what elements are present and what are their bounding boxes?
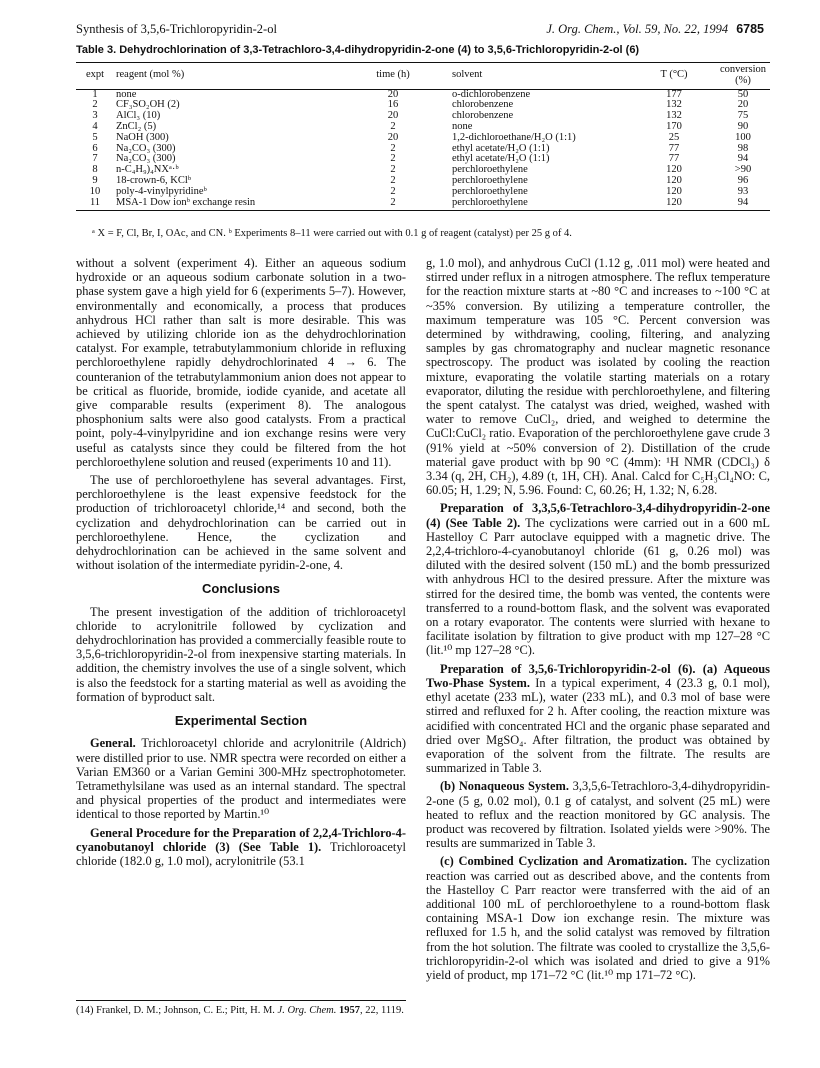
table-cell: chlorobenzene bbox=[452, 110, 514, 122]
table-cell: 11 bbox=[76, 198, 114, 211]
table-cell: 132 bbox=[666, 99, 682, 111]
conclusions-heading: Conclusions bbox=[201, 581, 280, 597]
table-cell: 6 bbox=[92, 142, 98, 154]
table-cell: ethyl acetate/H₂O (1:1) bbox=[452, 142, 550, 154]
table-cell: perchloroethylene bbox=[452, 185, 528, 197]
table-cell: NaOH (300) bbox=[116, 131, 169, 143]
data-table bbox=[76, 62, 770, 211]
table-cell: 2 bbox=[390, 174, 396, 186]
table-cell: 132 bbox=[666, 110, 682, 122]
table-header-row bbox=[76, 63, 770, 90]
paragraph bbox=[76, 826, 406, 869]
table-cell: 2 bbox=[390, 164, 396, 176]
table-cell: 120 bbox=[666, 174, 682, 186]
column-header: conversion (%) bbox=[716, 63, 770, 90]
table-cell: 9 bbox=[92, 174, 98, 186]
table-cell: 16 bbox=[387, 99, 399, 111]
table-cell: 20 bbox=[387, 131, 399, 143]
table-cell: 20 bbox=[737, 99, 749, 111]
table-cell: 93 bbox=[737, 185, 749, 197]
table-cell: none bbox=[116, 88, 137, 100]
table-cell: 25 bbox=[668, 131, 680, 143]
table-cell: perchloroethylene bbox=[450, 198, 632, 211]
left-column bbox=[76, 256, 406, 872]
table-cell: CF₃SO₂OH (2) bbox=[116, 99, 180, 111]
table-cell: 2 bbox=[336, 198, 450, 211]
table-cell: ethyl acetate/H₂O (1:1) bbox=[452, 153, 550, 165]
table-body bbox=[76, 89, 770, 211]
paragraph-text: Trichloroacetyl chloride and acrylonitrile (Aldrich) were distilled prior to use. NMR spectra were recorded on either a Varian EM360 or a Varian Gemini 300-MHz spectrophotometer. Tetramethylsilane was used as an internal standard. The spectral and physical properties of the product and intermediates were identical to those reported by Martin.¹⁰ bbox=[76, 736, 406, 822]
running-head bbox=[76, 22, 764, 40]
table-cell: 4 bbox=[92, 120, 98, 132]
table-cell: 18-crown-6, KClᵇ bbox=[116, 174, 191, 186]
table-row bbox=[76, 133, 770, 144]
page-number: 6785 bbox=[736, 22, 764, 36]
table-cell: 3 bbox=[92, 110, 98, 122]
table-cell: 77 bbox=[668, 142, 680, 154]
paragraph bbox=[426, 779, 770, 850]
running-head-journal bbox=[546, 22, 764, 37]
column-header: expt bbox=[76, 63, 114, 90]
table-cell: ZnCl₂ (5) bbox=[116, 120, 157, 132]
table-footnote: ᵃ X = F, Cl, Br, I, OAc, and CN. ᵇ Experiments 8–11 were carried out with 0.1 g of reagent (catalyst) per 25 g of 4. bbox=[92, 228, 572, 239]
column-header: solvent bbox=[450, 63, 632, 90]
table-cell: n-C₄H₉)₄NXᵃ·ᵇ bbox=[116, 164, 179, 176]
paragraph: without a solvent (experiment 4). Either an aqueous sodium hydroxide or an aqueous sodium carbonate solution in a two-phase system gave a high yield for 6 (experiments 5–7). However, environmentally and economically, a process that produces anhydrous HCl rather than salt is more desirable. This was achieved by utilizing chloride ion as the dehydrochlorination catalyst. For example, tetrabutylammonium chloride in refluxing perchloroethylene rapidly dehydrochlorinated 4 → 6. The counteranion of the tetrabutylammonium anion does not appear to be critical as fluoride, bromide, iodide cyanide, and acetate all give comparable results (experiment 8). The analogous phosphonium salts were also good catalysts. From a practical point, poly-4-vinylpyridine and ion exchange resins were very useful as catalysts since they could be filtered from the hot perchloroethylene solution and reused (experiments 10 and 11). bbox=[76, 256, 406, 469]
table-cell: AlCl₃ (10) bbox=[116, 110, 161, 122]
table-row bbox=[76, 122, 770, 133]
table-caption: Table 3. Dehydrochlorination of 3,3-Tetrachloro-3,4-dihydropyridin-2-one (4) to 3,5,6-Trichloropyridin-2-ol (6) bbox=[76, 44, 640, 56]
table-cell: 7 bbox=[92, 153, 98, 165]
column-header: reagent (mol %) bbox=[114, 63, 336, 90]
runin-heading: (c) Combined Cyclization and Aromatization. bbox=[440, 854, 688, 869]
table-cell: Na₂CO₃ (300) bbox=[116, 153, 176, 165]
table-cell: Na₂CO₃ (300) bbox=[116, 142, 176, 154]
column-header: time (h) bbox=[336, 63, 450, 90]
table-row bbox=[76, 187, 770, 198]
table-cell: 120 bbox=[632, 198, 716, 211]
runin-heading: General. bbox=[90, 736, 136, 751]
table-cell: 2 bbox=[390, 142, 396, 154]
table-cell: 2 bbox=[390, 153, 396, 165]
table-cell: MSA-1 Dow ionᵇ exchange resin bbox=[114, 198, 336, 211]
table-cell: 20 bbox=[387, 88, 399, 100]
table-cell: none bbox=[452, 120, 473, 132]
footnote-year: 1957 bbox=[336, 1005, 360, 1016]
table-cell: 2 bbox=[92, 99, 98, 111]
table-cell: >90 bbox=[734, 164, 752, 176]
table-cell: perchloroethylene bbox=[452, 174, 528, 186]
table-cell: poly-4-vinylpyridineᵇ bbox=[116, 185, 207, 197]
table-cell: 94 bbox=[716, 198, 770, 211]
running-head-title: Synthesis of 3,5,6-Trichloropyridin-2-ol bbox=[76, 22, 277, 36]
table-cell: chlorobenzene bbox=[452, 99, 514, 111]
table-cell: 5 bbox=[92, 131, 98, 143]
paragraph-text: The cyclizations were carried out in a 600 mL Hastelloy C Parr autoclave equipped with a magnetic drive. The 2,2,4-trichloro-4-cyanobutanoyl chloride (61 g, 0.26 mol) was diluted with the desired solvent (150 mL) and the bomb pressurized with anhydrous HCl to the desired pressure. After the mixture was stirred for the desired time, the bomb was vented, the contents were transferred to a round-bottom flask, and the solvent was evaporated on a rotary evaporator. The contents were slurried with hexane to facilitate isolation by filtration to give product with mp 127–28 °C (lit.¹⁰ mp 127–28 °C). bbox=[426, 515, 770, 658]
table-cell: 120 bbox=[666, 164, 682, 176]
paragraph bbox=[426, 854, 770, 982]
runin-heading: (b) Nonaqueous System. bbox=[440, 779, 569, 794]
paragraph-text: The cyclization reaction was carried out as described above, and the contents from the Hastelloy C Parr reactor were transferred with the aid of an additional 100 mL of perchloroethylene to a round-bottom flask containing MSA-1 Dow ion exchange resin. The mixture was refluxed for 1.5 h, and the solid catalyst was removed by filtration from the hot solution. The filtrate was cooled to crystallize the 3,5,6-trichloropyridin-2-ol which was isolated and dried to give a 91% yield of product, mp 171–72 °C (lit.¹⁰ mp 171–72 °C). bbox=[426, 854, 770, 982]
paragraph: g, 1.0 mol), and anhydrous CuCl (1.12 g, .011 mol) were heated and stirred under reflux in a nitrogen atmosphere. The reflux temperature for the reaction mixture starts at ~80 °C and increases to ~100 °C at ~35% conversion. By utilizing a temperature controller, the maximum temperature was 105 °C. Percent conversion was determined by withdrawing, cooling, filtering, and analyzing samples by gas chromatography and nuclear magnetic resonance spectroscopy. The product was isolated by cooling the reaction mixture, evaporating the volatile starting materials on a rotary evaporator, diluting the residue with perchloroethylene, and filtering the spent catalyst. The catalyst was dried, weighed, washed with water to remove CuCl₂, dried, and weighed to determine the CuCl:CuCl₂ ratio. Evaporation of the perchloroethylene gave crude 3 (91% yield at ~50% conversion of 2). Distillation of the crude material gave product with bp 90 °C (4mm): ¹H NMR (CDCl₃) δ 3.34 (q, 2H, CH₂), 4.89 (t, 1H, CH). Anal. Calcd for C₅H₃Cl₄NO: C, 60.05; H, 1.29; N, 5.96. Found: C, 60.26; H, 1.32; N, 6.28. bbox=[426, 256, 770, 498]
table-cell: 170 bbox=[666, 120, 682, 132]
table-cell: 77 bbox=[668, 153, 680, 165]
paragraph bbox=[426, 662, 770, 776]
table-cell: 96 bbox=[737, 174, 749, 186]
experimental-heading: Experimental Section bbox=[174, 713, 308, 729]
table-cell: 50 bbox=[737, 88, 749, 100]
paragraph bbox=[426, 501, 770, 657]
table-cell: 8 bbox=[92, 164, 98, 176]
table-cell: o-dichlorobenzene bbox=[452, 88, 531, 100]
table-cell: 2 bbox=[390, 120, 396, 132]
footnote-journal: J. Org. Chem. bbox=[277, 1005, 337, 1016]
table-cell: 1 bbox=[92, 88, 98, 100]
paragraph bbox=[76, 736, 406, 821]
table-cell: 98 bbox=[737, 142, 749, 154]
reference-footnote bbox=[76, 1000, 406, 1017]
paragraph-text: 3,3,5,6-Tetrachloro-3,4-dihydropyridin-2-one (5 g, 0.02 mol), 0.1 g of catalyst, and solvent (25 mL) were heated to reflux and the reaction monitored by GC analysis. The product was recovered by filtration. Isolated yields were >90%. The results are summarized in Table 3. bbox=[426, 779, 770, 851]
table-cell: 100 bbox=[735, 131, 751, 143]
table-cell: 75 bbox=[737, 110, 749, 122]
table-cell: 1,2-dichloroethane/H₂O (1:1) bbox=[452, 131, 576, 143]
runin-heading: Preparation of 3,3,5,6-Tetrachloro-3,4-dihydropyridin-2-one (4) (See Table 2). bbox=[426, 501, 770, 530]
runin-heading: Preparation of 3,5,6-Trichloropyridin-2-ol (6). (a) Aqueous Two-Phase System. bbox=[426, 661, 770, 690]
column-header: T (°C) bbox=[632, 63, 716, 90]
paragraph: The use of perchloroethylene has several advantages. First, perchloroethylene is the least expensive feedstock for the production of trichloroacetyl chloride,¹⁴ and second, both the cyclization and dehydrochlorination can be carried out in perchloroethylene. Hence, the cyclization and dehydrochlorination can be achieved in the same solvent and without isolation of the intermediate pyridin-2-one, 4. bbox=[76, 473, 406, 573]
table-row bbox=[76, 144, 770, 155]
table-cell: 94 bbox=[737, 153, 749, 165]
table-cell: 90 bbox=[737, 120, 749, 132]
runin-heading: General Procedure for the Preparation of 2,2,4-Trichloro-4-cyanobutanoyl chloride (3) (See Table 1). bbox=[76, 825, 406, 854]
table-cell: 120 bbox=[666, 185, 682, 197]
footnote-text: , 22, 1119. bbox=[359, 1005, 404, 1016]
right-column bbox=[426, 256, 770, 986]
paragraph-text: Trichloroacetyl chloride (182.0 g, 1.0 mol), acrylonitrile (53.1 bbox=[76, 839, 406, 868]
journal-citation: J. Org. Chem., Vol. 59, No. 22, 1994 bbox=[546, 22, 729, 36]
table-cell: 10 bbox=[89, 185, 101, 197]
table-cell: perchloroethylene bbox=[452, 164, 528, 176]
table-cell: 2 bbox=[390, 185, 396, 197]
paragraph-text: In a typical experiment, 4 (23.3 g, 0.1 mol), ethyl acetate (233 mL), water (233 mL), and 0.3 mol of base were stirred and refluxed for 2 h. After cooling, the reaction mixture was acidified with concentrated HCl and the organic phase separated and dried over MgSO₄. After filtration, the product was obtained by evaporation of the solvent from the filtrate. The results are summarized in Table 3. bbox=[426, 675, 770, 776]
table-cell: 20 bbox=[387, 110, 399, 122]
footnote-text: (14) Frankel, D. M.; Johnson, C. E.; Pitt, H. M. bbox=[76, 1005, 278, 1016]
table-row bbox=[76, 198, 770, 211]
paragraph: The present investigation of the addition of trichloroacetyl chloride to acrylonitrile followed by cyclization and dehydrochlorination has provided a commercially feasible route to 3,5,6-trichloropyridin-2-ol from inexpensive starting materials. In addition, the chemistry involves the use of a single solvent, which is also the feedstock for a starting material as well as avoiding the formation of byproduct salt. bbox=[76, 604, 406, 704]
table-cell: 177 bbox=[666, 88, 682, 100]
